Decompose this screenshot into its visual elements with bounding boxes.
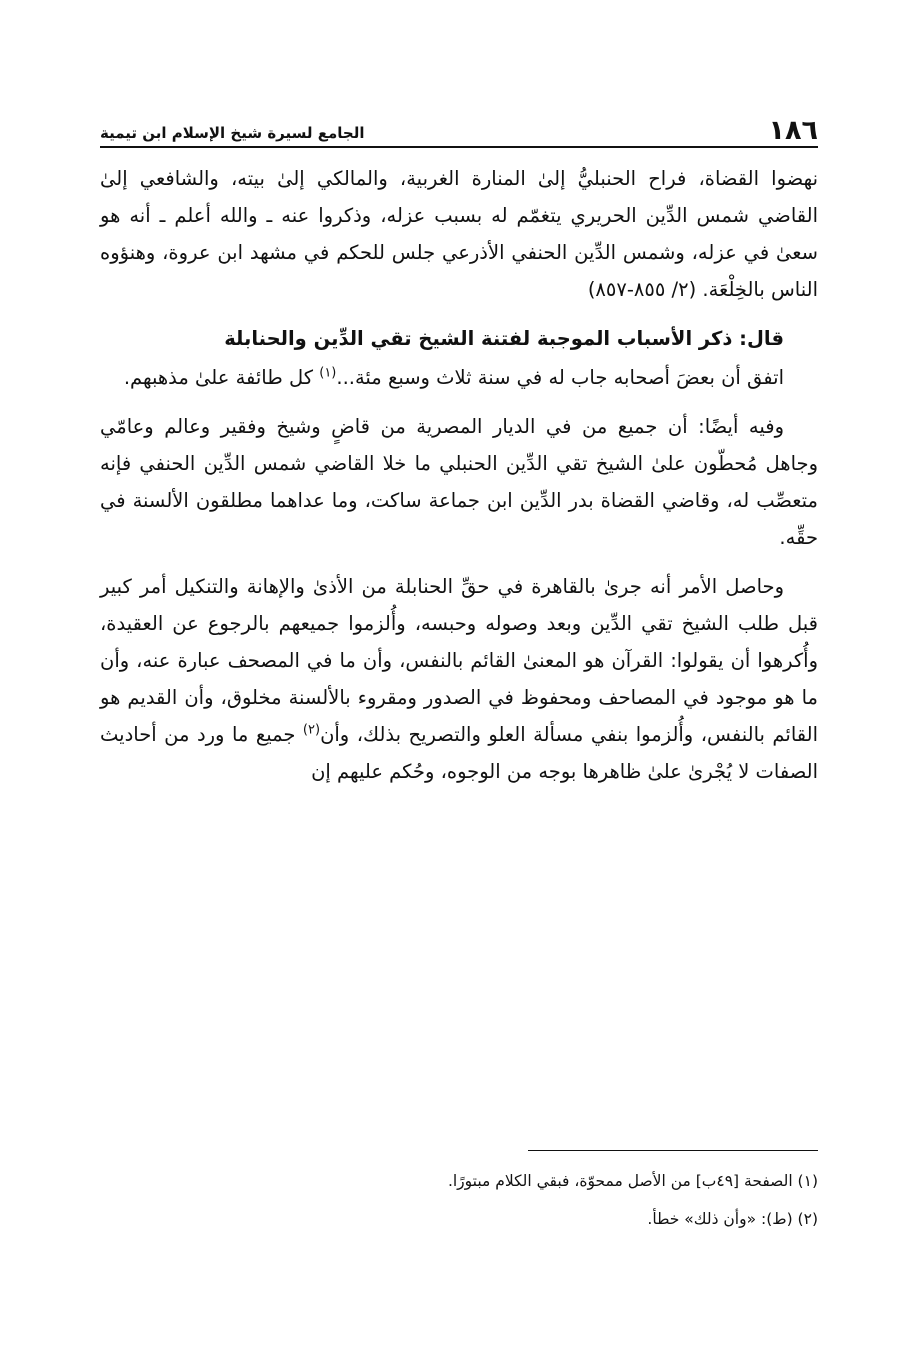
page-number: ١٨٦ <box>768 115 818 146</box>
main-text <box>100 160 818 790</box>
footnote-ref-2[interactable]: (٢) <box>302 722 321 738</box>
paragraph-2-text-a: اتفق أن بعضَ أصحابه جاب له في سنة ثلاث وسبع مئة... <box>336 366 784 389</box>
page-header <box>100 110 818 148</box>
paragraph-1: نهضوا القضاة، فراح الحنبليُّ إلىٰ المنارة الغربية، والمالكي إلىٰ بيته، والشافعي إلىٰ القاضي شمس الدِّين الحريري يتغمّم له بسبب عزله، وذكروا عنه ـ والله أعلم ـ أنه هو سعىٰ في عزله، وشمس الدِّين الحنفي الأذرعي جلس للحكم في مشهد ابن عروة، وهنؤوه الناس بالخِلْعَة. (٢/ ٨٥٥-٨٥٧) <box>100 167 818 301</box>
paragraph-4 <box>100 568 818 790</box>
footnotes <box>100 1162 818 1238</box>
footnote-divider <box>528 1150 818 1151</box>
paragraph-3: وفيه أيضًا: أن جميع من في الديار المصرية من قاضٍ وشيخ وفقير وعالم وعامّي وجاهل مُحطّون علىٰ الشيخ تقي الدِّين الحنبلي ما خلا القاضي شمس الدِّين الحنفي فإنه متعصِّب له، وقاضي القضاة بدر الدِّين ابن جماعة ساكت، وما عداهما مطلقون الألسنة في حقِّه. <box>100 415 818 549</box>
paragraph-4-text-a: وحاصل الأمر أنه جرىٰ بالقاهرة في حقِّ الحنابلة من الأذىٰ والإهانة والتنكيل أمر كبير قبل طلب الشيخ تقي الدِّين وبعد وصوله وحبسه، وأُلزموا جميعهم بالرجوع عن العقيدة، وأُكرهوا أن يقولوا: القرآن هو المعنىٰ القائم بالنفس، وأن ما في المصحف عبارة عنه، وأن ما هو موجود في المصاحف ومحفوظ في الصدور ومقروء بالألسنة مخلوق، وأن القديم هو القائم بالنفس، وأُلزموا بنفي مسألة العلو والتصريح بذلك، وأن <box>100 575 818 746</box>
book-page <box>100 110 818 790</box>
footnote-2: (٢) (ط): «وأن ذلك» خطأ. <box>647 1210 818 1228</box>
footnote-1: (١) الصفحة [٤٩ب] من الأصل ممحوّة، فبقي الكلام مبتورًا. <box>447 1172 818 1190</box>
paragraph-2-text-b: كل طائفة علىٰ مذهبهم. <box>123 366 320 389</box>
paragraph-4-text-b: جميع ما ورد من أحاديث الصفات لا يُجْرىٰ علىٰ ظاهرها بوجه من الوجوه، وحُكم عليهم إن <box>100 723 818 783</box>
section-heading: قال: ذكر الأسباب الموجبة لفتنة الشيخ تقي الدِّين والحنابلة <box>224 327 784 350</box>
running-title: الجامع لسيرة شيخ الإسلام ابن تيمية <box>100 124 365 142</box>
footnote-ref-1[interactable]: (١) <box>319 365 337 381</box>
paragraph-2 <box>100 359 818 396</box>
